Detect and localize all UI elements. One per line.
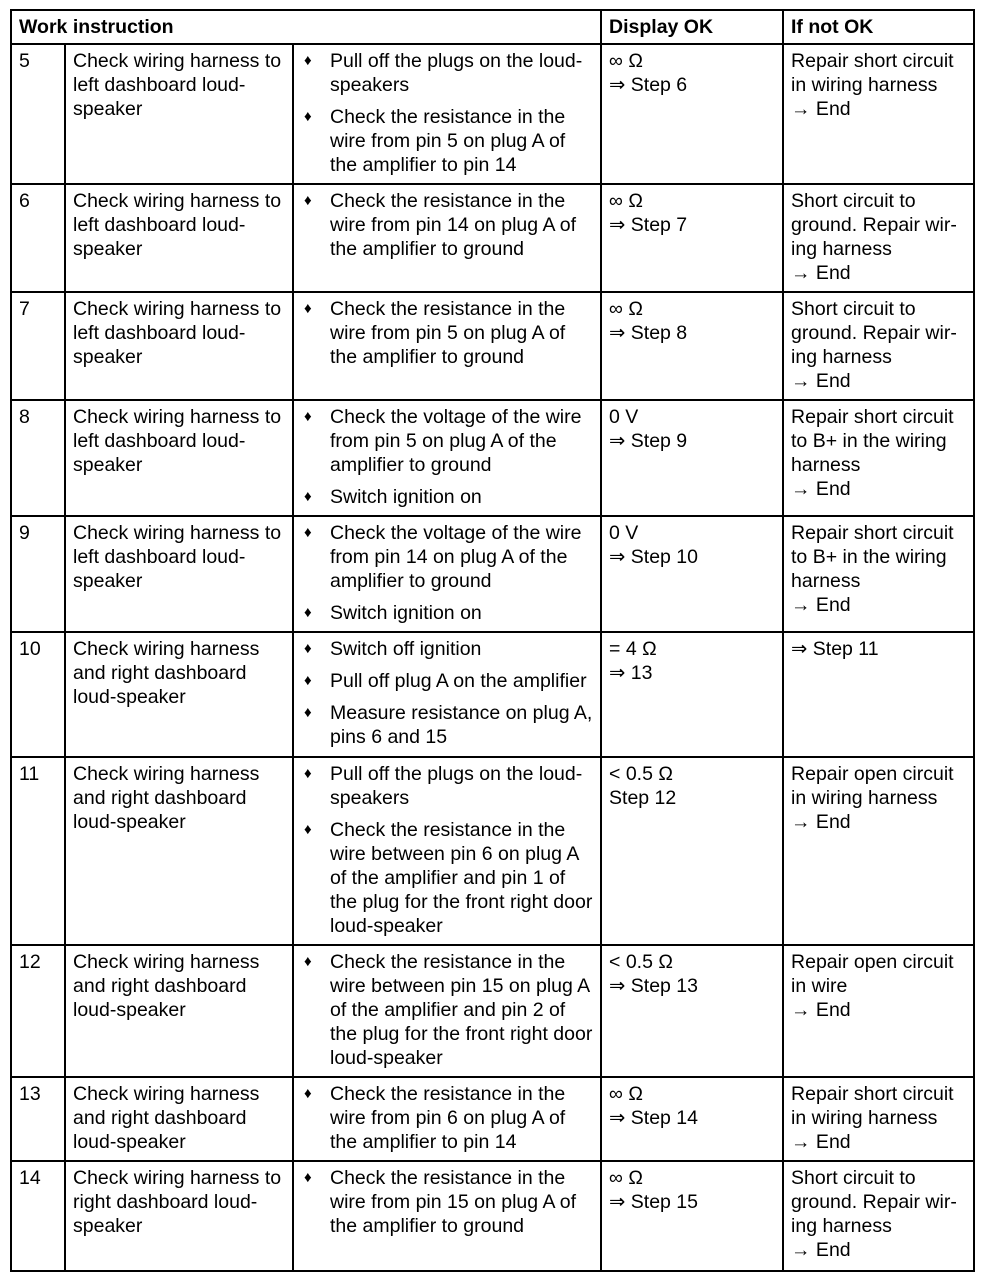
action-item (301, 950, 594, 1070)
display-ok-value: < 0.5 Ω ⇒ Step 13 (601, 945, 783, 1077)
step-number: 7 (11, 292, 65, 400)
header-row (11, 10, 974, 44)
step-number: 8 (11, 400, 65, 516)
action-item (301, 1082, 594, 1154)
action-list (301, 762, 594, 938)
if-not-ok-value: Short circuit to ground. Repair wir-ing harness → End (783, 184, 974, 292)
check-description: Check wiring harness to right dashboard loud-speaker (65, 1161, 293, 1271)
diamond-bullet-icon: ♦ (304, 820, 312, 838)
table-row (11, 292, 974, 400)
diamond-bullet-icon: ♦ (304, 1168, 312, 1186)
action-list-cell (293, 945, 601, 1077)
action-item (301, 818, 594, 938)
action-item (301, 669, 594, 693)
diamond-bullet-icon: ♦ (304, 408, 312, 426)
check-description: Check wiring harness and right dashboard loud-speaker (65, 945, 293, 1077)
step-number: 9 (11, 516, 65, 632)
header-work-instruction: Work instruction (11, 10, 601, 44)
action-item (301, 49, 594, 97)
action-item (301, 405, 594, 477)
header-if-not-ok: If not OK (783, 10, 974, 44)
step-number: 10 (11, 632, 65, 756)
action-text: Check the resistance in the wire from pin 5 on plug A of the amplifier to ground (330, 298, 566, 369)
action-list (301, 49, 594, 177)
diamond-bullet-icon: ♦ (304, 300, 312, 318)
action-item (301, 189, 594, 261)
diamond-bullet-icon: ♦ (304, 488, 312, 506)
action-text: Check the resistance in the wire between pin 6 on plug A of the amplifier and pin 1 of the plug for the front right door loud-speaker (330, 818, 593, 937)
table-row (11, 184, 974, 292)
action-text: Measure resistance on plug A, pins 6 and 15 (330, 702, 593, 749)
action-text: Pull off the plugs on the loud-speakers (330, 50, 583, 96)
if-not-ok-value: Short circuit to ground. Repair wir-ing harness → End (783, 292, 974, 400)
action-text: Check the voltage of the wire from pin 5 on plug A of the amplifier to ground (330, 406, 582, 477)
if-not-ok-value: Repair short circuit to B+ in the wiring harness → End (783, 516, 974, 632)
diamond-bullet-icon: ♦ (304, 524, 312, 542)
display-ok-value: ∞ Ω ⇒ Step 8 (601, 292, 783, 400)
table-row (11, 400, 974, 516)
display-ok-value: ∞ Ω ⇒ Step 14 (601, 1077, 783, 1161)
action-text: Switch ignition on (330, 486, 482, 509)
diamond-bullet-icon: ♦ (304, 1084, 312, 1102)
action-list-cell (293, 1161, 601, 1271)
action-list-cell (293, 516, 601, 632)
work-instruction-table (10, 9, 975, 1272)
step-number: 11 (11, 757, 65, 945)
check-description: Check wiring harness to left dashboard loud-speaker (65, 400, 293, 516)
display-ok-value: ∞ Ω ⇒ Step 7 (601, 184, 783, 292)
check-description: Check wiring harness and right dashboard loud-speaker (65, 1077, 293, 1161)
action-text: Check the resistance in the wire from pin 15 on plug A of the amplifier to ground (330, 1166, 577, 1237)
action-text: Check the resistance in the wire from pin 5 on plug A of the amplifier to pin 14 (330, 106, 566, 176)
action-list-cell (293, 292, 601, 400)
action-item (301, 1166, 594, 1238)
action-list (301, 297, 594, 369)
table-row (11, 757, 974, 945)
step-number: 14 (11, 1161, 65, 1271)
action-item (301, 297, 594, 369)
action-item (301, 105, 594, 177)
display-ok-value: 0 V ⇒ Step 10 (601, 516, 783, 632)
if-not-ok-value: Repair open circuit in wire → End (783, 945, 974, 1077)
action-list-cell (293, 757, 601, 945)
action-list (301, 950, 594, 1070)
action-text: Check the voltage of the wire from pin 14 on plug A of the amplifier to ground (330, 522, 582, 593)
check-description: Check wiring harness and right dashboard loud-speaker (65, 632, 293, 756)
diamond-bullet-icon: ♦ (304, 604, 312, 622)
action-list (301, 405, 594, 509)
if-not-ok-value: Repair short circuit to B+ in the wiring harness → End (783, 400, 974, 516)
action-list (301, 1082, 594, 1154)
action-item (301, 485, 594, 509)
action-list-cell (293, 184, 601, 292)
check-description: Check wiring harness to left dashboard loud-speaker (65, 44, 293, 184)
action-text: Check the resistance in the wire between pin 15 on plug A of the amplifier and pin 2 of the plug for the front right door loud-speaker (330, 950, 593, 1069)
action-list-cell (293, 632, 601, 756)
table-row (11, 945, 974, 1077)
check-description: Check wiring harness and right dashboard loud-speaker (65, 757, 293, 945)
action-text: Check the resistance in the wire from pin 6 on plug A of the amplifier to pin 14 (330, 1082, 566, 1153)
action-list (301, 521, 594, 625)
if-not-ok-value: Repair short circuit in wiring harness → End (783, 44, 974, 184)
action-list (301, 1166, 594, 1238)
if-not-ok-value: Repair short circuit in wiring harness → End (783, 1077, 974, 1161)
diamond-bullet-icon: ♦ (304, 672, 312, 690)
step-number: 5 (11, 44, 65, 184)
diamond-bullet-icon: ♦ (304, 952, 312, 970)
table-row (11, 632, 974, 756)
diamond-bullet-icon: ♦ (304, 108, 312, 125)
action-item (301, 601, 594, 625)
action-item (301, 637, 594, 661)
table-row (11, 516, 974, 632)
header-display-ok: Display OK (601, 10, 783, 44)
step-number: 12 (11, 945, 65, 1077)
diamond-bullet-icon: ♦ (304, 764, 312, 782)
action-list-cell (293, 44, 601, 184)
action-list-cell (293, 400, 601, 516)
diamond-bullet-icon: ♦ (304, 52, 312, 69)
action-list-cell (293, 1077, 601, 1161)
action-text: Switch ignition on (330, 602, 482, 625)
action-text: Switch off ignition (330, 638, 482, 661)
if-not-ok-value: Repair open circuit in wiring harness → End (783, 757, 974, 945)
display-ok-value: ∞ Ω ⇒ Step 15 (601, 1161, 783, 1271)
table-row (11, 1161, 974, 1271)
display-ok-value: = 4 Ω ⇒ 13 (601, 632, 783, 756)
diamond-bullet-icon: ♦ (304, 640, 312, 658)
action-list (301, 189, 594, 261)
check-description: Check wiring harness to left dashboard loud-speaker (65, 292, 293, 400)
action-item (301, 762, 594, 810)
if-not-ok-value: ⇒ Step 11 (783, 632, 974, 756)
action-item (301, 701, 594, 749)
action-text: Pull off the plugs on the loud-speakers (330, 762, 583, 809)
step-number: 13 (11, 1077, 65, 1161)
table-row (11, 44, 974, 184)
action-item (301, 521, 594, 593)
diamond-bullet-icon: ♦ (304, 704, 312, 722)
action-text: Pull off plug A on the amplifier (330, 670, 587, 693)
display-ok-value: ∞ Ω ⇒ Step 6 (601, 44, 783, 184)
if-not-ok-value: Short circuit to ground. Repair wir-ing harness → End (783, 1161, 974, 1271)
check-description: Check wiring harness to left dashboard loud-speaker (65, 516, 293, 632)
display-ok-value: < 0.5 Ω Step 12 (601, 757, 783, 945)
action-list (301, 637, 594, 749)
table-row (11, 1077, 974, 1161)
diamond-bullet-icon: ♦ (304, 192, 312, 210)
step-number: 6 (11, 184, 65, 292)
display-ok-value: 0 V ⇒ Step 9 (601, 400, 783, 516)
check-description: Check wiring harness to left dashboard loud-speaker (65, 184, 293, 292)
action-text: Check the resistance in the wire from pin 14 on plug A of the amplifier to ground (330, 190, 577, 261)
